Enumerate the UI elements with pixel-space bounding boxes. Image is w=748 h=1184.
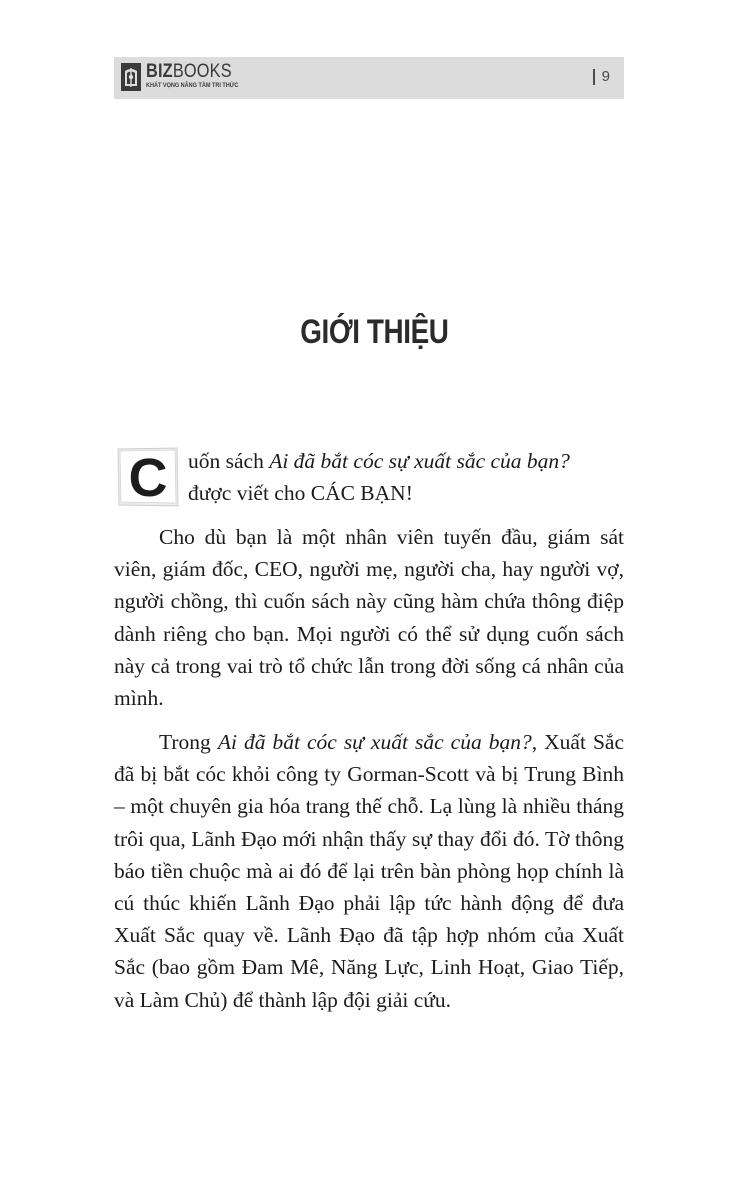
opening-line (188, 446, 570, 477)
brand-name (146, 62, 239, 82)
brand-name-bold: BIZ (146, 61, 173, 82)
chapter-title-text: GIỚI THIỆU (299, 313, 449, 351)
paragraph-1: Cho dù bạn là một nhân viên tuyến đầu, giám sát viên, giám đốc, CEO, người mẹ, người cha, hay người vợ, người chồng, thì cuốn sách này cũng hàm chứa thông điệp dành riêng cho bạn. Mọi người có thể sử dụng cuốn sách này cả trong vai trò tổ chức lẫn trong đời sống cá nhân của mình. (114, 525, 624, 711)
chapter-title (0, 310, 748, 354)
book-title-italic: Ai đã bắt cóc sự xuất sắc của bạn? (269, 449, 570, 473)
page-number-area (593, 68, 610, 86)
drop-cap-letter: C (128, 448, 168, 508)
page-number-divider (593, 69, 595, 85)
paragraph-2-book-title: Ai đã bắt cóc sự xuất sắc của bạn? (217, 730, 532, 754)
publisher-logo (120, 62, 255, 92)
opening-line-2: được viết cho CÁC BẠN! (188, 481, 413, 505)
running-header (114, 57, 624, 99)
paragraph-2 (114, 726, 624, 1016)
drop-cap (116, 446, 180, 508)
paragraph-2-rest: , Xuất Sắc đã bị bắt cóc khỏi công ty Gorman-Scott và bị Trung Bình – một chuyên gia hóa trang thế chỗ. Lạ lùng là nhiều tháng trôi qua, Lãnh Đạo mới nhận thấy sự thay đổi đó. Tờ thông báo tiền chuộc mà ai đó để lại trên bàn phòng họp chính là cú thúc khiến Lãnh Đạo phải lập tức hành động để đưa Xuất Sắc quay về. Lãnh Đạo đã tập hợp nhóm của Xuất Sắc (bao gồm Đam Mê, Năng Lực, Linh Hoạt, Giao Tiếp, và Làm Chủ) để thành lập đội giải cứu. (114, 730, 624, 1012)
opening-line-start: uốn sách (188, 449, 270, 473)
brand-name-light: BOOKS (172, 61, 232, 82)
brand-tagline: KHÁT VỌNG NÂNG TẦM TRI THỨC (146, 82, 239, 89)
page-number: 9 (601, 68, 610, 85)
paragraph-2-start: Trong (159, 730, 218, 754)
bizbooks-emblem-icon (120, 62, 142, 92)
